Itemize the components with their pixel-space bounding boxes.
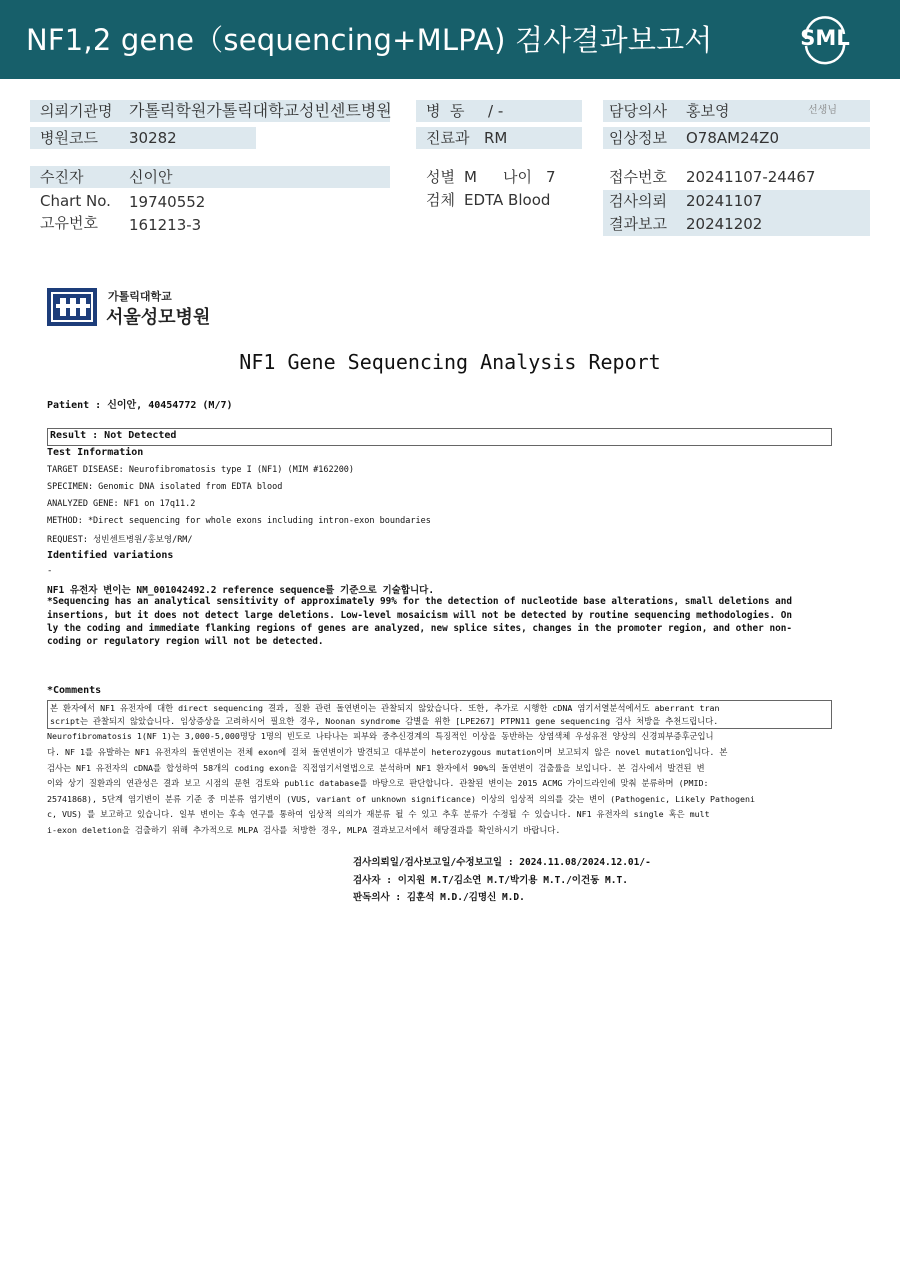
patient-field-bg (30, 166, 390, 188)
dates-line: 검사의뢰일/검사보고일/수정보고일 : 2024.11.08/2024.12.01/- (353, 857, 651, 868)
dept-value: RM (484, 129, 508, 147)
comment-line-4: 이와 상기 질환과의 연관성은 결과 보고 시점의 문헌 검토와 public database를 바탕으로 판단합니다. 관찰된 변이는 2015 ACMG 가이드라인에 맞춰 분류하며 (PMID: (47, 778, 709, 788)
age-value: 7 (546, 168, 556, 186)
sensitivity-line-3: ly the coding and immediate flanking regions of genes are analyzed, new splice sites, changes in the promoter region, and other non- (47, 623, 793, 634)
comment-line-5: 25741868), 5단계 염기변이 분류 기준 중 미분류 염기변이 (VUS, variant of unknown significance) 이상의 임상적 의의를 갖는 변이 (Pathogenic, Likely Pathogeni (47, 794, 756, 804)
sml-logo-text: SML (800, 26, 850, 50)
patient-label: 수진자 (40, 168, 84, 186)
doctor-label: 담당의사 (609, 102, 667, 120)
result-box (47, 428, 832, 446)
report-title: NF1 Gene Sequencing Analysis Report (239, 350, 661, 374)
hospital-university-name: 가톨릭대학교 (108, 290, 172, 303)
specimen-value: EDTA Blood (464, 191, 551, 209)
age-label: 나이 (503, 168, 532, 186)
receipt-label: 접수번호 (609, 168, 667, 186)
comment-box-line-2: script는 관찰되지 않았습니다. 임상증상을 고려하시어 필요한 경우, Noonan syndrome 감별을 위한 [LPE267] PTPN11 gene sequencing 검사 처방을 추천드립니다. (50, 716, 719, 726)
report-label: 결과보고 (609, 215, 667, 233)
ward-value: / - (488, 102, 504, 120)
identified-value: - (47, 566, 53, 576)
chart-label: Chart No. (40, 192, 111, 210)
identified-heading: Identified variations (47, 550, 174, 561)
sensitivity-line-1: *Sequencing has an analytical sensitivity of approximately 99% for the detection of nucleotide base alterations, small deletions and (47, 596, 793, 607)
hospital-code-value: 30282 (129, 129, 177, 147)
comment-line-7: i-exon deletion을 검출하기 위해 추가적으로 MLPA 검사를 처방한 경우, MLPA 결과보고서에서 해당결과를 확인하시기 바랍니다. (47, 825, 561, 835)
method-info: METHOD: *Direct sequencing for whole exons including intron-exon boundaries (47, 516, 431, 526)
patient-value: 신이안 (129, 168, 173, 186)
sex-label: 성별 (426, 168, 455, 186)
result-text: Result : Not Detected (50, 430, 177, 441)
doctor-suffix: 선생님 (808, 105, 837, 116)
hospital-emblem (46, 287, 98, 327)
comment-line-3: 검사는 NF1 유전자의 cDNA를 합성하여 58개의 coding exon을 직접염기서열법으로 분석하며 NF1 환자에서 90%의 돌연변이 검출률을 보입니다. 본 검사에서 발견된 변 (47, 763, 705, 773)
unique-value: 161213-3 (129, 216, 202, 234)
unique-label: 고유번호 (40, 214, 98, 232)
testers-line: 검사자 : 이지원 M.T/김소연 M.T/박기용 M.T./이건동 M.T. (353, 875, 628, 886)
hospital-name: 서울성모병원 (106, 307, 211, 328)
hospital-emblem-icon (46, 287, 98, 327)
institution-value: 가톨릭학원가톨릭대학교성빈센트병원 (129, 101, 392, 120)
comment-line-2: 다. NF 1를 유발하는 NF1 유전자의 돌연변이는 전체 exon에 걸쳐 돌연변이가 발견되고 대부분이 heterozygous mutation이며 보고되지 않은 novel mutation입니다. 본 (47, 747, 728, 757)
header-bar (0, 0, 900, 79)
test-info-heading: Test Information (47, 447, 144, 458)
request-info: REQUEST: 성빈센트병원/홍보영/RM/ (47, 535, 193, 545)
comment-box-line-1: 본 환자에서 NF1 유전자에 대한 direct sequencing 결과, 질환 관련 돌연변이는 관찰되지 않았습니다. 또한, 추가로 시행한 cDNA 염기서열분석에서도 aberrant tran (50, 703, 720, 713)
specimen-label: 검체 (426, 191, 455, 209)
sensitivity-line-2: insertions, but it does not detect large deletions. Low-level mosaicism will not be detected by routine sequencing methodologies. On (47, 610, 793, 621)
dept-label: 진료과 (426, 129, 470, 147)
request-value: 20241107 (686, 192, 763, 210)
hospital-code-label: 병원코드 (40, 129, 98, 147)
comment-line-1: Neurofibromatosis 1(NF 1)는 3,000-5,000명당 1명의 빈도로 나타나는 피부와 중추신경계의 특징적인 이상을 동반하는 상염색체 우성유전 양상의 신경피부증후군입니 (47, 731, 714, 741)
specimen-info: SPECIMEN: Genomic DNA isolated from EDTA blood (47, 482, 283, 492)
patient-line: Patient : 신이안, 40454772 (M/7) (47, 400, 233, 411)
reader-line: 판독의사 : 김훈석 M.D./김명신 M.D. (353, 892, 525, 903)
comment-box (47, 700, 832, 729)
sensitivity-line-4: coding or regulatory region will not be detected. (47, 636, 324, 647)
report-value: 20241202 (686, 215, 763, 233)
comment-line-6: c, VUS) 를 보고하고 있습니다. 일부 변이는 후속 연구를 통하여 임상적 의의가 재분류 될 수 있고 추후 분류가 수정될 수 있습니다. NF1 유전자의 single 혹은 mult (47, 809, 710, 819)
ward-label: 병 동 (426, 102, 465, 120)
sex-value: M (464, 168, 477, 186)
doctor-value: 홍보영 (686, 102, 730, 120)
comments-heading: *Comments (47, 685, 102, 696)
clinical-label: 임상정보 (609, 129, 667, 147)
clinical-value: O78AM24Z0 (686, 129, 780, 147)
reference-line: NF1 유전자 변이는 NM_001042492.2 reference sequence를 기준으로 기술합니다. (47, 585, 435, 596)
request-label: 검사의뢰 (609, 192, 667, 210)
chart-value: 19740552 (129, 193, 206, 211)
receipt-value: 20241107-24467 (686, 168, 816, 186)
institution-label: 의뢰기관명 (40, 102, 113, 120)
target-disease: TARGET DISEASE: Neurofibromatosis type I (NF1) (MIM #162200) (47, 465, 355, 475)
analyzed-gene: ANALYZED GENE: NF1 on 17q11.2 (47, 499, 196, 509)
report-header-title: NF1,2 gene（sequencing+MLPA) 검사결과보고서 (26, 23, 713, 57)
sml-logo (796, 12, 854, 66)
